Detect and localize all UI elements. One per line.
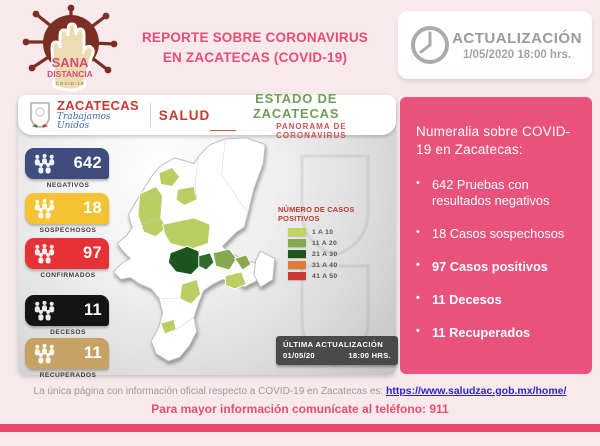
sana-text: SANA (51, 55, 89, 70)
legend-label: 11 A 20 (312, 239, 338, 247)
official-site-link[interactable]: https://www.saludzac.gob.mx/home/ (385, 385, 567, 397)
ultima-title: ÚLTIMA ACTUALIZACIÓN (283, 340, 384, 349)
numeralia-item (416, 325, 576, 341)
legend-label: 31 A 40 (312, 261, 338, 269)
stat-badge (25, 148, 109, 179)
people-icon (31, 198, 58, 220)
stat-label: RECUPERADOS (39, 372, 97, 379)
stat-decesos (25, 295, 111, 336)
panorama-card (18, 90, 396, 379)
salud-logo: SALUD (158, 107, 211, 123)
logo-divider (150, 103, 151, 127)
covid-text: COVID-19 (55, 81, 85, 86)
legend-swatch-green-light (288, 228, 306, 236)
legend-label: 1 A 10 (312, 228, 334, 236)
sana-distancia-logo (16, 2, 126, 94)
bullet-icon: • (416, 325, 420, 338)
bullet-icon: • (416, 292, 420, 305)
zacatecas-map (102, 137, 286, 365)
gov-name: ZACATECAS (57, 98, 139, 113)
gov-slogan: Trabajamos Unidos (57, 112, 111, 131)
legend-label: 21 A 30 (312, 250, 338, 258)
people-icon (31, 153, 58, 175)
footer-divider-bar (0, 424, 600, 432)
stat-badge (25, 295, 109, 326)
numeralia-item-text: 642 Pruebas con resultados negativos (432, 177, 550, 209)
numeralia-panel (400, 97, 592, 374)
actualizacion-title: ACTUALIZACIÓN (452, 29, 582, 47)
page-title-line2: EN ZACATECAS (COVID-19) (162, 49, 348, 65)
page-title-line1: REPORTE SOBRE CORONAVIRUS (141, 30, 369, 45)
ultima-actualizacion-box (276, 336, 398, 365)
legend-item (288, 261, 396, 269)
map-legend (278, 205, 396, 283)
legend-swatch-green-dark (288, 250, 306, 258)
estado-title: ESTADO DE ZACATECAS (252, 90, 340, 121)
numeralia-item (416, 177, 576, 209)
actualizacion-box (398, 11, 592, 79)
footer-info (0, 385, 600, 397)
numeralia-item-text: 11 Recuperados (432, 325, 531, 341)
legend-swatch-orange (288, 261, 306, 269)
stat-value: 97 (83, 244, 102, 262)
distancia-text: DISTANCIA (47, 69, 93, 79)
card-header (18, 90, 396, 140)
legend-swatch-red (288, 272, 306, 280)
estado-subtitle-text: PANORAMA DE CORONAVIRUS (276, 121, 347, 140)
actualizacion-datetime: 1/05/2020 18:00 hrs. (462, 48, 572, 61)
stat-badge (25, 193, 109, 224)
footer-info-text: La única página con información oficial respecto a COVID-19 en Zacatecas es: (33, 386, 384, 397)
legend-label: 41 A 50 (312, 272, 338, 280)
numeralia-item (416, 259, 576, 275)
stat-value: 11 (83, 301, 102, 319)
legend-item (288, 228, 396, 236)
ultima-date: 01/05/20 (283, 351, 315, 360)
estado-header (210, 91, 396, 140)
footer-phone: Para mayor información comunícate al teléfono: 911 (151, 402, 449, 416)
stat-value: 642 (73, 154, 102, 172)
stat-badge (25, 338, 109, 369)
numeralia-title: Numeralia sobre COVID-19 en Zacatecas: (416, 124, 571, 158)
stat-recuperados (25, 338, 111, 379)
stat-confirmados (25, 238, 111, 279)
legend-item (288, 250, 396, 258)
numeralia-item-text: 11 Decesos (432, 292, 502, 308)
ultima-time: 18:00 HRS. (348, 351, 391, 360)
legend-item (288, 272, 396, 280)
stat-label: CONFIRMADOS (40, 272, 96, 279)
numeralia-item (416, 292, 576, 308)
people-icon (31, 300, 58, 322)
numeralia-item-text: 97 Casos positivos (432, 259, 548, 275)
page-title (118, 28, 392, 67)
numeralia-item (416, 226, 576, 242)
stat-value: 11 (83, 344, 102, 362)
bullet-icon: • (416, 177, 420, 190)
legend-title: NÚMERO DE CASOS POSITIVOS (278, 205, 355, 223)
virus-hand-icon (16, 2, 126, 94)
legend-item (288, 239, 396, 247)
stat-badge (25, 238, 109, 269)
subtitle-dash (210, 130, 235, 131)
actualizacion-text (452, 30, 582, 61)
numeralia-item-text: 18 Casos sospechosos (432, 226, 565, 242)
stat-value: 18 (83, 199, 102, 217)
crest-icon (28, 101, 52, 129)
numeralia-list (416, 177, 576, 341)
stat-label: NEGATIVOS (46, 182, 90, 189)
stat-sospechosos (25, 193, 111, 234)
legend-swatch-green-medium (288, 239, 306, 247)
people-icon (31, 243, 58, 265)
stat-negativos (25, 148, 111, 189)
gov-logo (18, 99, 210, 131)
clock-icon (408, 23, 452, 67)
stat-label: SOSPECHOSOS (39, 227, 97, 234)
bullet-icon: • (416, 259, 420, 272)
people-icon (31, 343, 58, 365)
bullet-icon: • (416, 226, 420, 239)
stat-label: DECESOS (50, 329, 86, 336)
